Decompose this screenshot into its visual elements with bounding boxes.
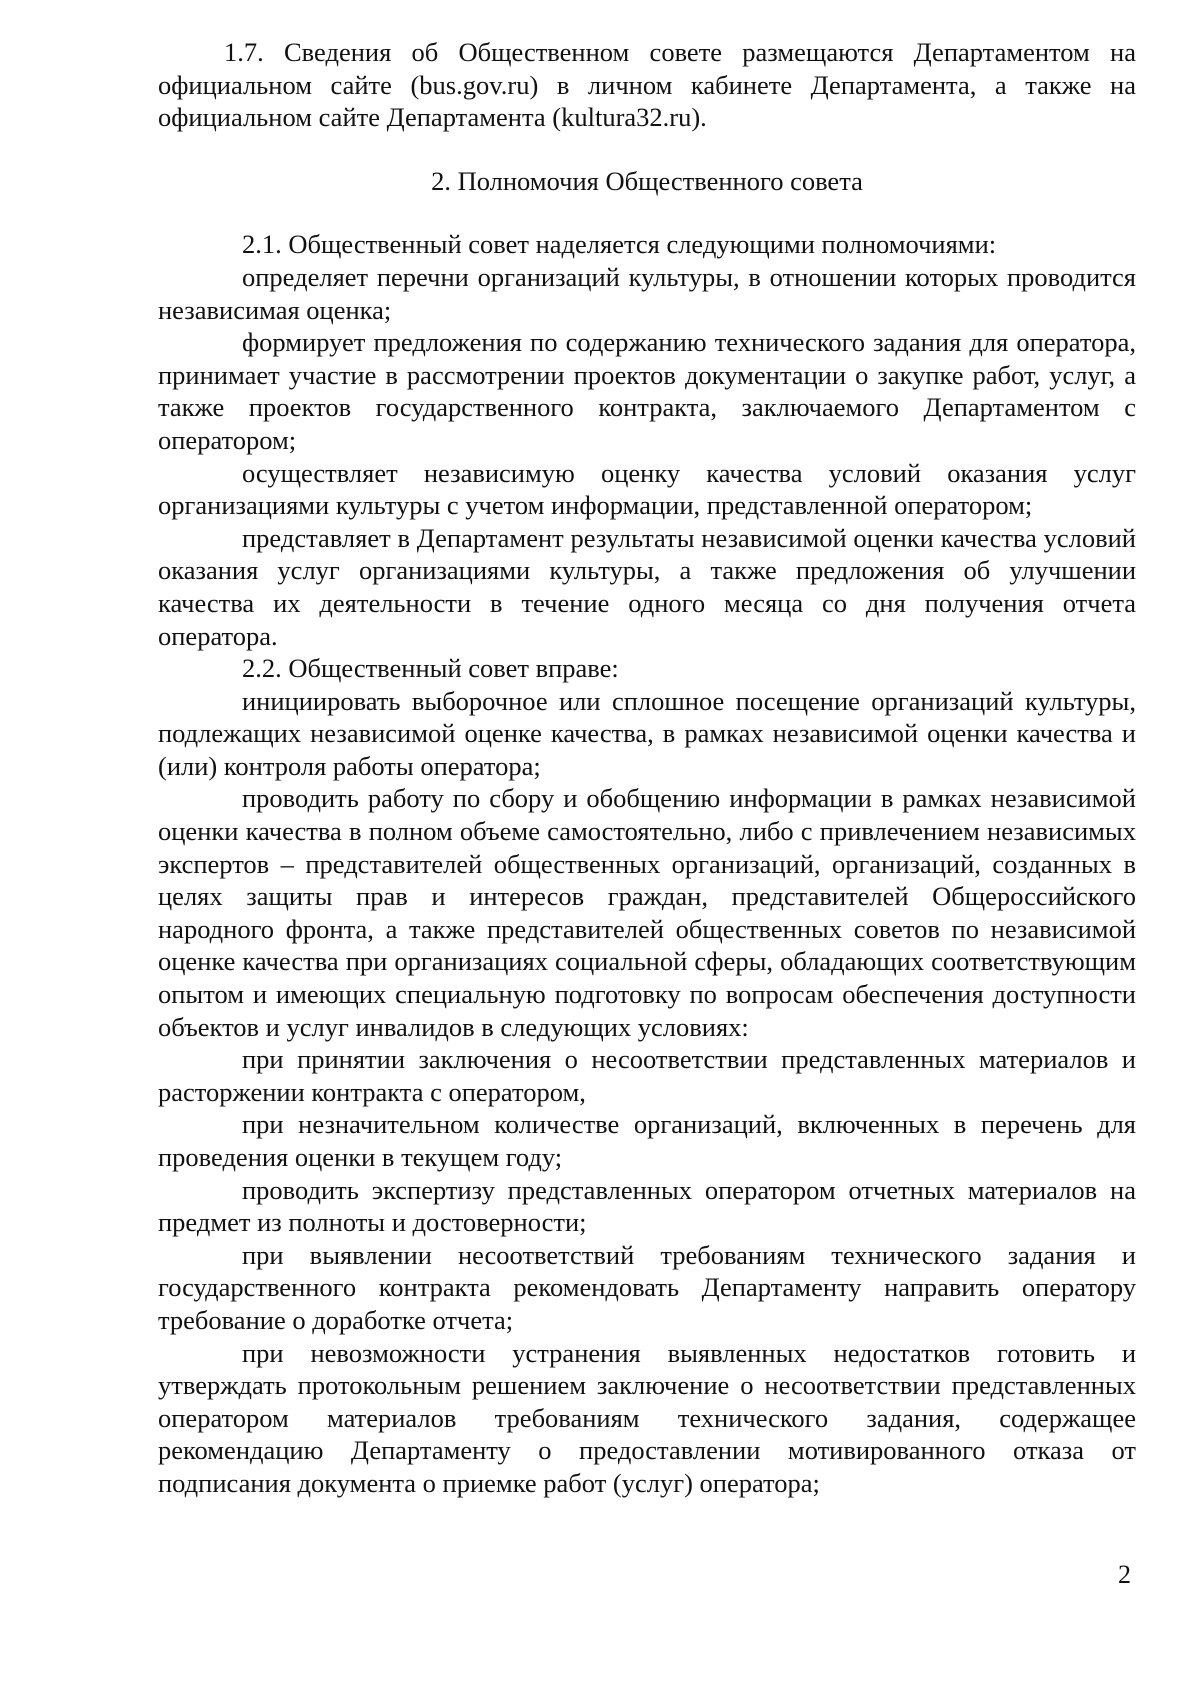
paragraph-2-2-item-1: инициировать выборочное или сплошное посещение организаций культуры, подлежащих независимой оценке качества, в рамках независимой оценки качества и (или) контроля работы оператора; <box>158 685 1136 781</box>
paragraph-2-1-item-2: формирует предложения по содержанию технического задания для оператора, принимает участие в рассмотрении проектов документации о закупке работ, услуг, а также проектов государственного контракта, заключаемого Департаментом с оператором; <box>158 327 1136 455</box>
paragraph-1-7: 1.7. Сведения об Общественном совете размещаются Департаментом на официальном сайте (bus.gov.ru) в личном кабинете Департамента, а также на официальном сайте Департамента (kultura32.ru). <box>158 37 1136 133</box>
paragraph-2-2-item-5: при невозможности устранения выявленных недостатков готовить и утверждать протокольным решением заключение о несоответствии представленных оператором материалов требованиям технического задания, содержащее рекомендацию Департаменту о предоставлении мотивированного отказа от подписания документа о приемке работ (услуг) оператора; <box>158 1337 1136 1498</box>
paragraph-2-1-item-4: представляет в Департамент результаты независимой оценки качества условий оказания услуг организациями культуры, а также предложения об улучшении качества их деятельности в течение одного месяца со дня получения отчета оператора. <box>158 522 1136 651</box>
paragraph-2-2-condition-1: при принятии заключения о несоответствии представленных материалов и расторжении контракта с оператором, <box>158 1044 1136 1107</box>
section-heading: 2. Полномочия Общественного совета <box>431 165 863 196</box>
paragraph-2-2: 2.2. Общественный совет вправе: <box>242 653 619 684</box>
paragraph-2-1-item-3: осуществляет независимую оценку качества условий оказания услуг организациями культуры с учетом информации, представленной оператором; <box>158 457 1136 521</box>
paragraph-2-2-item-3: проводить экспертизу представленных оператором отчетных материалов на предмет из полноты и достоверности; <box>158 1174 1136 1238</box>
document-page <box>158 36 1136 1500</box>
paragraph-2-1: 2.1. Общественный совет наделяется следующими полномочиями: <box>242 229 997 260</box>
paragraph-2-1-item-1: определяет перечни организаций культуры, в отношении которых проводится независимая оценка; <box>158 261 1136 325</box>
paragraph-2-2-condition-2: при незначительном количестве организаций, включенных в перечень для проведения оценки в текущем году; <box>158 1109 1136 1172</box>
paragraph-2-2-item-4: при выявлении несоответствий требованиям технического задания и государственного контракта рекомендовать Департаменту направить оператору требование о доработке отчета; <box>158 1239 1136 1335</box>
paragraph-2-2-item-2: проводить работу по сбору и обобщению информации в рамках независимой оценки качества в полном объеме самостоятельно, либо с привлечением независимых экспертов – представителей общественных организаций, организаций, созданных в целях защиты прав и интересов граждан, представителей Общероссийского народного фронта, а также представителей общественных советов по независимой оценке качества при организациях социальной сферы, обладающих соответствующим опытом и имеющих специальную подготовку по вопросам обеспечения доступности объектов и услуг инвалидов в следующих условиях: <box>158 783 1136 1042</box>
page-number: 2 <box>1118 1560 1131 1589</box>
